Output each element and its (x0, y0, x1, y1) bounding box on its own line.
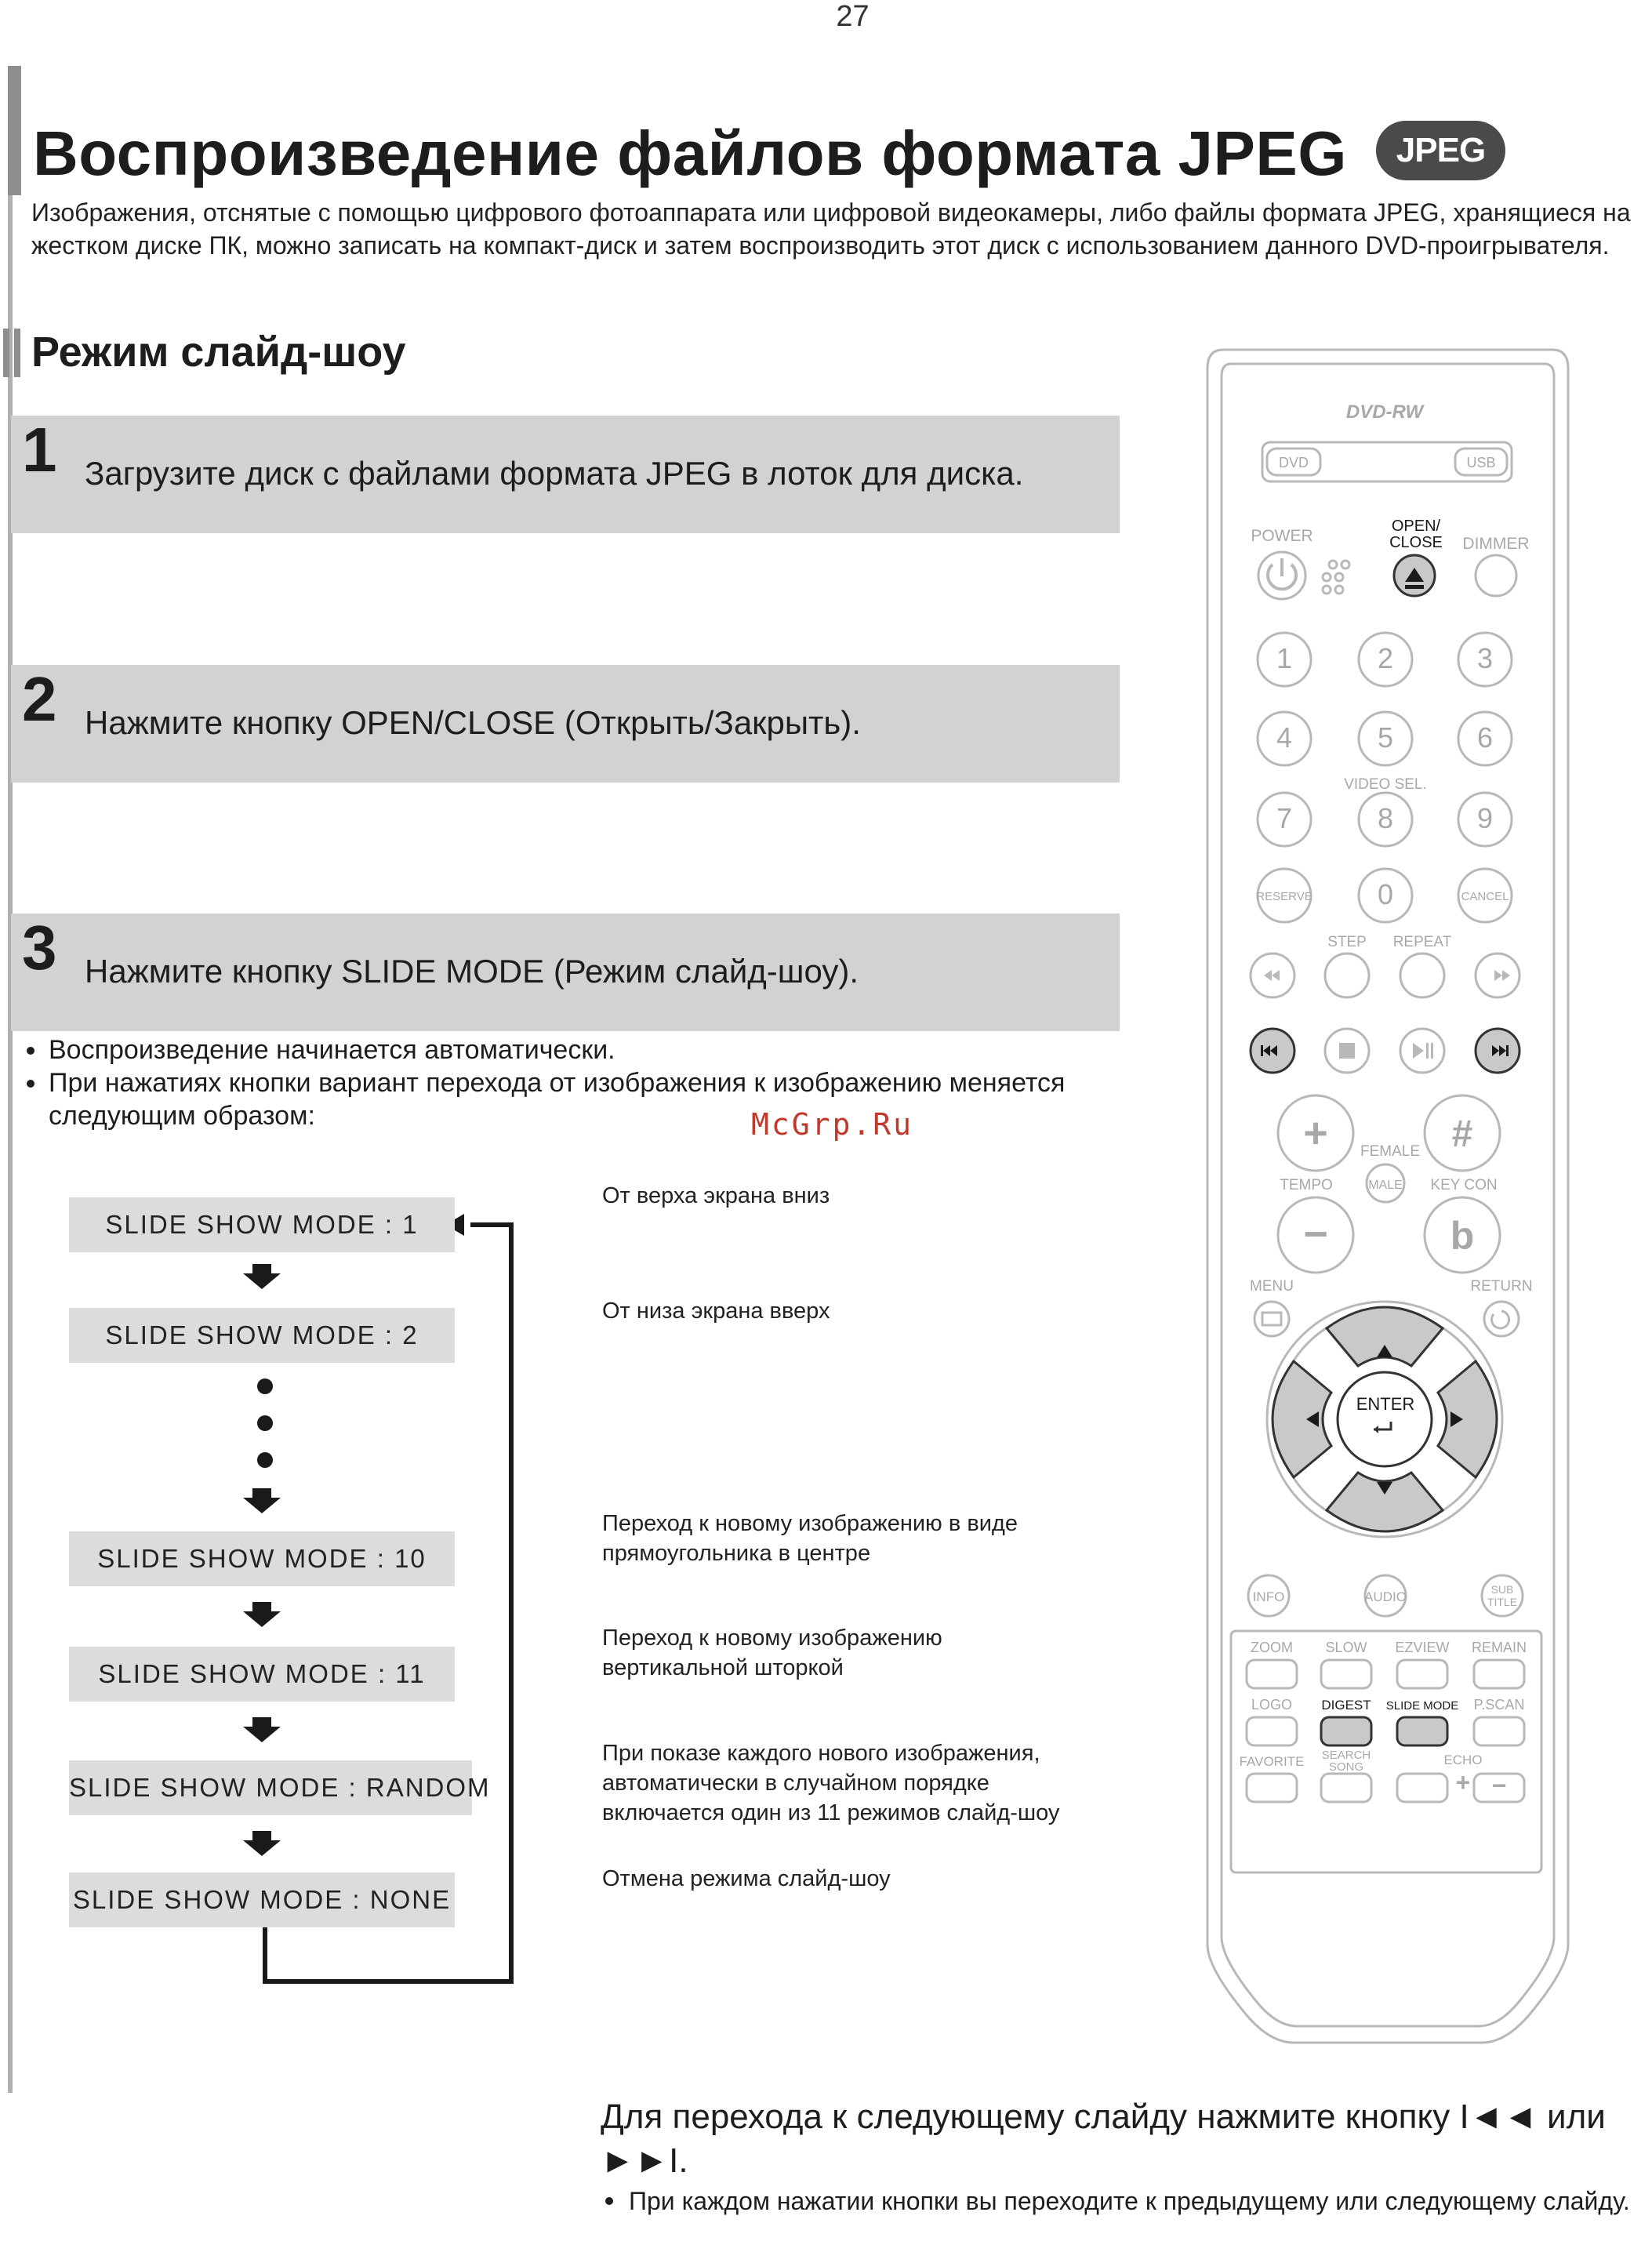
remote-label: CANCEL (1461, 890, 1509, 903)
digit-label: 5 (1377, 721, 1394, 754)
remote-label: FAVORITE (1239, 1754, 1305, 1769)
remote-label: ZOOM (1251, 1640, 1293, 1655)
remote-label: MENU (1250, 1278, 1294, 1295)
rewind-icon (1264, 970, 1280, 981)
remote-label: DVD (1278, 455, 1309, 470)
remote-label: P.SCAN (1473, 1697, 1525, 1713)
digit-label: 9 (1476, 802, 1494, 834)
page-number: 27 (836, 0, 870, 33)
flow-arrow-down (243, 1717, 281, 1742)
slide-mode-description: От верха экрана вниз (602, 1183, 830, 1208)
remote-label: DIGEST (1321, 1698, 1371, 1713)
stop-icon (1339, 1043, 1355, 1059)
slide-mode-button (1397, 1717, 1447, 1745)
slide-mode-box: SLIDE SHOW MODE : NONE (69, 1872, 455, 1927)
flow-arrow-down (243, 1488, 281, 1513)
slide-mode-description: Переход к новому изображению вертикальной шторкой (602, 1625, 942, 1680)
dimmer-button (1476, 555, 1516, 596)
digit-label: 2 (1377, 642, 1394, 674)
digit-label: 1 (1276, 642, 1293, 674)
menu-button (1254, 1302, 1289, 1336)
remote-label: REMAIN (1471, 1640, 1527, 1655)
slide-mode-box: SLIDE SHOW MODE : RANDOM (69, 1760, 472, 1815)
remote-label: ENTER (1356, 1394, 1415, 1414)
ellipsis-dot (257, 1452, 273, 1468)
remote-label: b (1450, 1214, 1475, 1258)
digit-label: 7 (1276, 802, 1293, 834)
remote-label: MALE (1368, 1179, 1403, 1192)
return-icon (1492, 1311, 1509, 1328)
digit-label: 4 (1276, 721, 1293, 754)
remote-label: EZVIEW (1395, 1640, 1450, 1655)
remote-label: # (1451, 1113, 1473, 1155)
next-slide-instruction: Для перехода к следующему слайду нажмите кнопку I◄◄ или ►►I. (601, 2098, 1606, 2180)
watermark: McGrp.Ru (751, 1107, 914, 1142)
remote-label: LOGO (1251, 1697, 1293, 1713)
step-number: 2 (22, 664, 57, 734)
slide-mode-box: SLIDE SHOW MODE : 11 (69, 1647, 455, 1702)
remote-label: CLOSE (1389, 534, 1443, 551)
slide-mode-description: Переход к новому изображению в виде прямоугольника в центре (602, 1511, 1018, 1566)
slide-mode-description: От низа экрана вверх (602, 1299, 830, 1324)
remote-label: POWER (1251, 527, 1313, 545)
remote-label: DIMMER (1462, 535, 1530, 553)
page-title: Воспроизведение файлов формата JPEG (33, 118, 1347, 188)
lower-button-panel (1231, 1631, 1541, 1872)
remote-label: USB (1466, 455, 1496, 470)
remote-label: INFO (1252, 1589, 1285, 1604)
remote-label: − (1303, 1211, 1328, 1258)
mode-flow-connectors (0, 0, 596, 2007)
play-pause-icon (1413, 1043, 1433, 1059)
step-text: Нажмите кнопку SLIDE MODE (Режим слайд-шоу). (85, 953, 859, 990)
ellipsis-dot (257, 1415, 273, 1431)
remote-label: ECHO (1443, 1753, 1483, 1767)
step-number: 3 (22, 913, 57, 983)
digit-label: 8 (1377, 802, 1394, 834)
remote-label: RETURN (1470, 1278, 1533, 1295)
digit-label: 3 (1476, 642, 1494, 674)
remote-label: + (1303, 1110, 1328, 1157)
step-text: Нажмите кнопку OPEN/CLOSE (Открыть/Закрыть). (85, 704, 861, 741)
remote-label: − (1491, 1771, 1507, 1800)
digest-button (1321, 1717, 1371, 1745)
remote-label: SLOW (1325, 1640, 1367, 1655)
remote-label: AUDIO (1364, 1589, 1407, 1604)
remote-label: OPEN/ (1391, 518, 1441, 535)
flow-arrow-down (243, 1602, 281, 1627)
menu-icon (1262, 1313, 1281, 1325)
remote-label: FEMALE (1360, 1143, 1421, 1160)
fast-forward-icon (1494, 970, 1510, 981)
remote-label: VIDEO SEL. (1344, 776, 1427, 793)
nav-down-button (1327, 1473, 1443, 1531)
remote-label: SUB (1490, 1583, 1514, 1596)
return-button (1484, 1302, 1519, 1336)
digit-label: 0 (1377, 878, 1394, 910)
repeat-button (1400, 953, 1444, 997)
remote-label: SLIDE MODE (1385, 1699, 1459, 1713)
ellipsis-dot (257, 1378, 273, 1394)
remote-control-illustration (1200, 345, 1576, 2086)
bullet-item: При нажатиях кнопки вариант перехода от изображения к изображению меняется следующим образом: (24, 1066, 1121, 1132)
remote-label: KEY CON (1430, 1177, 1498, 1193)
slide-mode-box: SLIDE SHOW MODE : 2 (69, 1308, 455, 1363)
jpeg-badge: JPEG (1376, 121, 1505, 180)
slide-mode-box: SLIDE SHOW MODE : 10 (69, 1531, 455, 1586)
flow-arrow-down (243, 1831, 281, 1856)
remote-body-outline (1207, 350, 1568, 2043)
remote-label: SONG (1328, 1760, 1364, 1774)
slide-mode-box: SLIDE SHOW MODE : 1 (69, 1197, 455, 1252)
section-title: Режим слайд-шоу (31, 329, 406, 376)
nav-right-button (1438, 1361, 1497, 1477)
intro-paragraph: Изображения, отснятые с помощью цифрового фотоаппарата или цифровой видеокамеры, либо файлы формата JPEG, хранящиеся на жестком диске ПК, можно записать на компакт-диск и затем воспроизводить этот диск с использованием данного DVD-проигрывателя. (31, 198, 1631, 260)
remote-label: SEARCH (1321, 1749, 1371, 1762)
flow-arrow-down (243, 1264, 281, 1289)
bullet-item: Воспроизведение начинается автоматически. (24, 1033, 1121, 1066)
bullet-item: При каждом нажатии кнопки вы переходите к предыдущему или следующему слайду. (604, 2185, 1652, 2217)
remote-label: + (1455, 1768, 1471, 1796)
slide-mode-description: При показе каждого нового изображения, автоматически в случайном порядке включается один из 11 режимов слайд-шоу (602, 1741, 1060, 1825)
remote-label: RESERVE (1256, 890, 1313, 903)
digit-label: 6 (1476, 721, 1494, 754)
step-text: Загрузите диск с файлами формата JPEG в лоток для диска. (85, 455, 1024, 492)
slide-mode-description: Отмена режима слайд-шоу (602, 1866, 891, 1891)
step-button (1325, 953, 1369, 997)
remote-brand-logo: DVD-RW (1345, 401, 1424, 423)
enter-button (1338, 1372, 1432, 1466)
remote-label: TITLE (1487, 1596, 1518, 1608)
remote-label: STEP (1327, 934, 1367, 950)
remote-label: TEMPO (1280, 1177, 1333, 1193)
step-number: 1 (22, 415, 57, 485)
remote-label: REPEAT (1392, 934, 1452, 950)
nav-left-button (1273, 1361, 1331, 1477)
